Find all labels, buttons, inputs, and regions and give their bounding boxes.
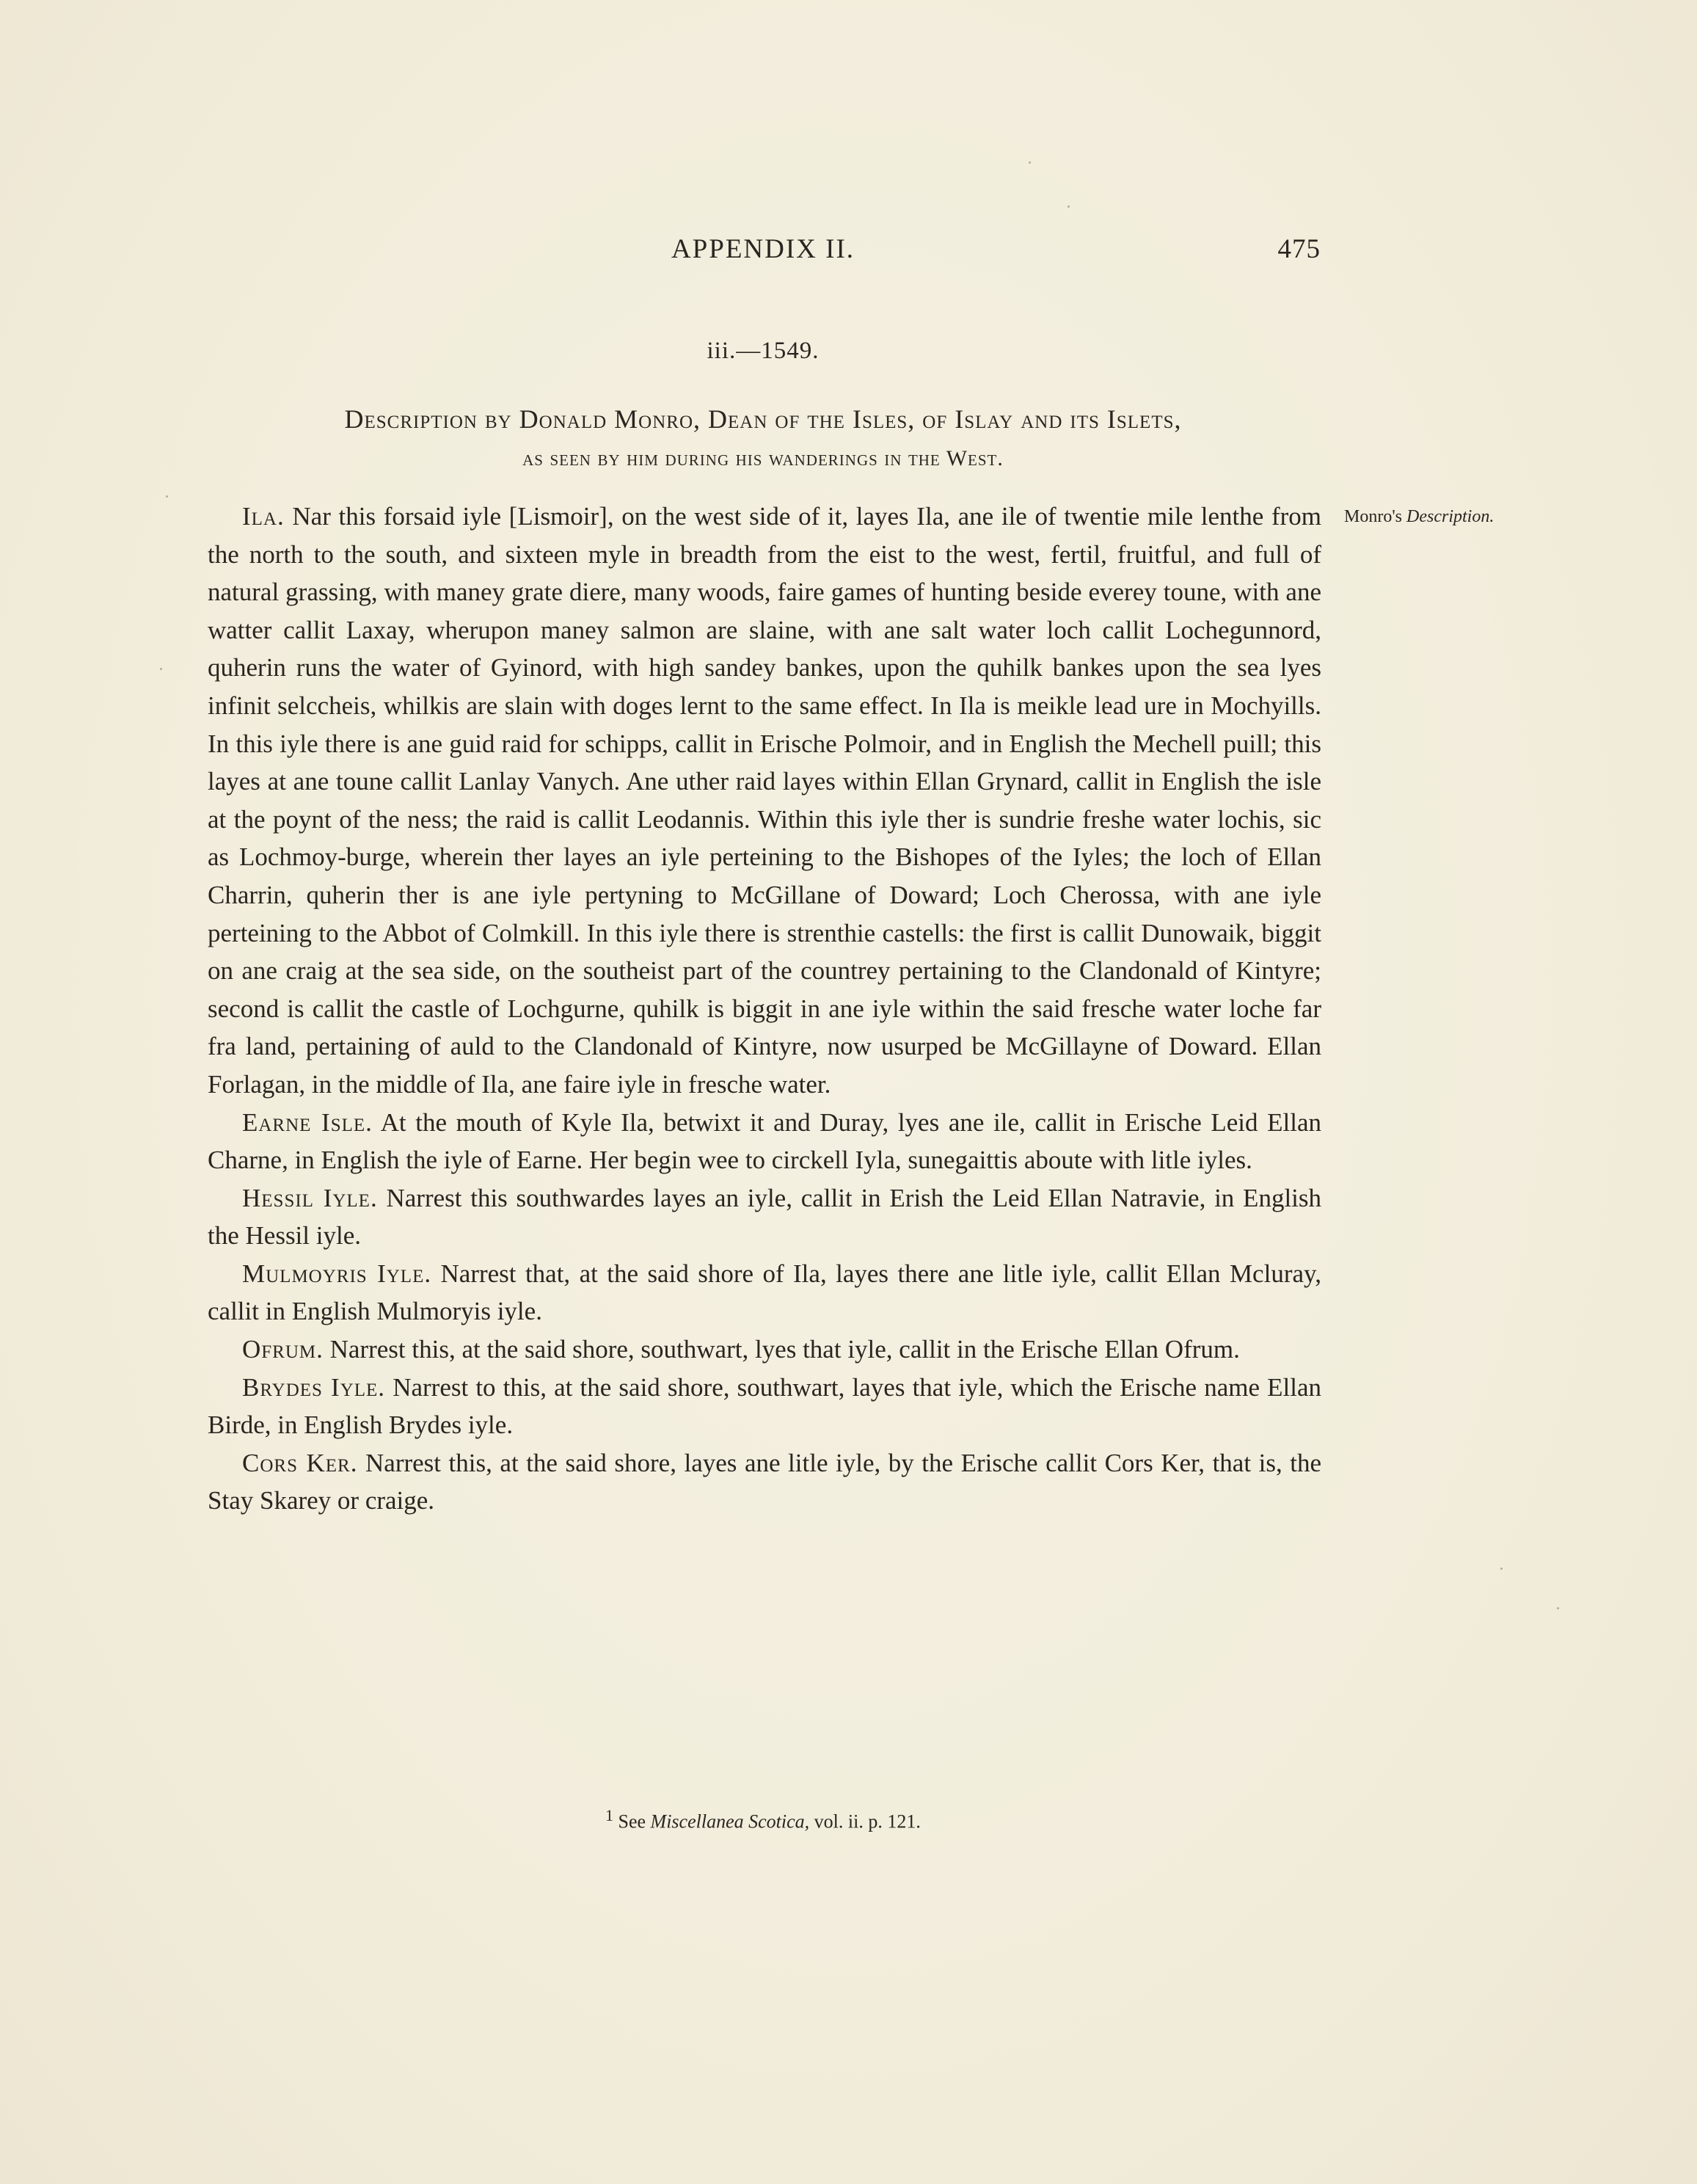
footnote-italic: Miscellanea Scotica, xyxy=(650,1810,810,1832)
paragraph-text: Nar this forsaid iyle [Lismoir], on the west side of it, layes Ila, ane ile of twentie mile lenthe from the north to the south, and sixteen myle in breadth from the eist to the west, fertil, fruitful, and full of natural grassing, with maney grate diere, many woods, faire games of hunting beside everey toune, with ane watter callit Laxay, wherupon maney salmon are slaine, with ane salt water loch callit Lochegunnord, quherin runs the water of Gyinord, with high sandey bankes, upon the quhilk bankes upon the sea lyes infinit selccheis, whilkis are slain with doges lernt to the same effect. In Ila is meikle lead ure in Mochyills. In this iyle there is ane guid raid for schipps, callit in Erische Polmoir, and in English the Mechell puill; this layes at ane toune callit Lanlay Vanych. Ane uther raid layes within Ellan Grynard, callit in English the isle at the poynt of the ness; the raid is callit Leodannis. Within this iyle ther is sundrie freshe water lochis, sic as Lochmoy-burge, wherein ther layes an iyle perteining to the Bishopes of the Iyles; the loch of Ellan Charrin, quherin ther is ane iyle pertyning to McGillane of Doward; Loch Cherossa, with ane iyle perteining to the Abbot of Colmkill. In this iyle there is strenthie castells: the first is callit Dunowaik, biggit on ane craig at the sea side, on the southeist part of the countrey pertaining to the Clandonald of Kintyre; second is callit the castle of Lochgurne, quhilk is biggit in ane iyle within the said fresche water loche far fra land, pertaining of auld to the Clandonald of Kintyre, now usurped be McGillayne of Doward. Ellan Forlagan, in the middle of Ila, ane faire iyle in fresche water. xyxy=(208,502,1321,1099)
paragraph-text: Narrest this southwardes layes an iyle, callit in Erish the Leid Ellan Natravie, in English the Hessil iyle. xyxy=(208,1183,1322,1251)
paragraph-text: At the mouth of Kyle Ila, betwixt it and Duray, lyes ane ile, callit in Erische Leid Ellan Charne, in English the iyle of Earne. Her begin wee to circkell Iyla, sunegaittis aboute with litle iyles. xyxy=(208,1107,1322,1175)
running-title: APPENDIX II. xyxy=(671,234,855,264)
heading-line-1: Description by Donald Monro, Dean of the Isles, of Islay and its Islets, xyxy=(344,404,1182,434)
paragraph-label: Cors Ker. xyxy=(242,1448,358,1477)
heading-line-2: as seen by him during his wanderings in the West. xyxy=(522,446,1004,470)
section-heading xyxy=(205,400,1321,478)
paragraph-label: Brydes Iyle. xyxy=(242,1372,386,1402)
paragraph-cors-ker xyxy=(208,1444,1321,1520)
paragraph-ofrum xyxy=(208,1331,1321,1369)
body-text xyxy=(208,498,1321,1520)
paragraph-label: Mulmoyris Iyle. xyxy=(242,1259,432,1288)
running-head xyxy=(205,233,1321,274)
paragraph-text: Narrest this, at the said shore, southwart, lyes that iyle, callit in the Erische Ellan Ofrum. xyxy=(323,1335,1240,1364)
paper-speck xyxy=(1557,1607,1559,1609)
paper-speck xyxy=(160,668,162,670)
paragraph-brydes-iyle xyxy=(208,1369,1321,1444)
footnote-marker: 1 xyxy=(605,1807,613,1824)
margin-note-italic: Description. xyxy=(1406,507,1495,526)
paper-speck xyxy=(1500,1568,1503,1570)
paragraph-label: Ofrum. xyxy=(242,1335,324,1364)
page-number: 475 xyxy=(1277,234,1321,264)
paper-speck xyxy=(1068,205,1070,208)
paragraph-hessil-iyle xyxy=(208,1179,1321,1255)
paragraph-text: Narrest this, at the said shore, layes ane litle iyle, by the Erische callit Cors Ker, that is, the Stay Skarey or craige. xyxy=(208,1448,1321,1515)
paper-speck xyxy=(166,495,168,498)
footnote-suffix: vol. ii. p. 121. xyxy=(809,1810,921,1832)
paragraph-label: Earne Isle. xyxy=(242,1107,373,1137)
section-number: iii.—1549. xyxy=(707,338,820,364)
paper-speck xyxy=(1029,161,1031,164)
paragraph-earne-isle xyxy=(208,1104,1321,1179)
paragraph-text: Narrest that, at the said shore of Ila, layes there ane litle iyle, callit Ellan Mcluray, callit in English Mulmoryis iyle. xyxy=(208,1259,1321,1326)
footnote-prefix: See xyxy=(613,1810,651,1832)
paragraph-text: Narrest to this, at the said shore, southwart, layes that iyle, which the Erische name Ellan Birde, in English Brydes iyle. xyxy=(208,1372,1321,1440)
margin-note-prefix: Monro's xyxy=(1344,507,1406,526)
paragraph-label: Hessil Iyle. xyxy=(242,1183,378,1212)
footnote xyxy=(205,1807,1321,1833)
paragraph-ila xyxy=(208,498,1321,1104)
paragraph-label: Ila. xyxy=(242,502,285,531)
margin-note xyxy=(1344,507,1494,527)
paragraph-mulmoyris-iyle xyxy=(208,1255,1321,1331)
